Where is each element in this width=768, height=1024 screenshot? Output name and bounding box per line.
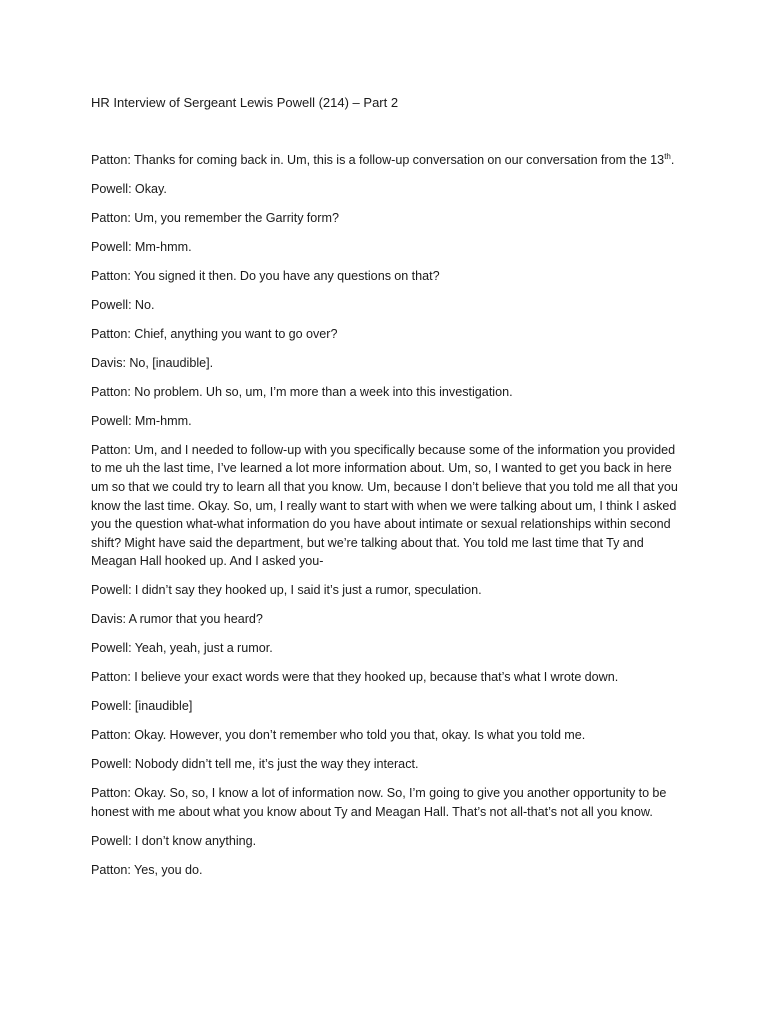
speaker-label: Powell: (91, 757, 132, 772)
ordinal-suffix: th (664, 151, 671, 161)
line-text: I didn’t say they hooked up, I said it’s just a rumor, speculation. (134, 583, 482, 598)
speaker-label: Powell: (91, 641, 132, 656)
speaker-label: Patton: (91, 384, 131, 399)
transcript-line (91, 668, 681, 687)
line-text: No. (134, 297, 155, 312)
speaker-label: Powell: (91, 297, 132, 312)
transcript-lines (91, 180, 681, 879)
transcript-line (91, 861, 681, 880)
speaker-label: Patton: (91, 786, 131, 801)
line-text: You signed it then. Do you have any questions on that? (134, 268, 440, 283)
line-text: Mm-hmm. (134, 239, 192, 254)
transcript-line (91, 209, 681, 228)
transcript-line (91, 354, 681, 373)
line-text: Um, and I needed to follow-up with you specifically because some of the information you provided to me uh the last time, I’ve learned a lot more information about. Um, so, I wanted to get you back in here um so that we could try to learn all that you know. Um, because I don’t believe that you told me all that you know the last time. Okay. So, um, I really want to start with when we were talking about um, I think I asked you the question what-what information do you have about intimate or sexual relationships within second shift? Might have said the department, but we’re talking about that. You told me last time that Ty and Meagan Hall hooked up. And I asked you- (91, 442, 678, 569)
transcript-line (91, 296, 681, 315)
line-text: Mm-hmm. (134, 413, 192, 428)
speaker-label: Powell: (91, 239, 132, 254)
speaker-label: Powell: (91, 181, 132, 196)
speaker-label: Patton: (91, 268, 131, 283)
speaker-label: Patton: (91, 210, 131, 225)
line-text: Nobody didn’t tell me, it’s just the way they interact. (134, 757, 419, 772)
transcript-line (91, 238, 681, 257)
document-title: HR Interview of Sergeant Lewis Powell (214) – Part 2 (91, 95, 399, 110)
line-tail: . (670, 153, 675, 167)
line-text: Um, you remember the Garrity form? (134, 210, 339, 225)
transcript-line (91, 441, 681, 571)
transcript-line (91, 784, 681, 821)
speaker-label: Patton: (91, 670, 131, 685)
transcript-line (91, 639, 681, 658)
transcript-line (91, 755, 681, 774)
speaker-label: Powell: (91, 833, 132, 848)
transcript-line (91, 610, 681, 629)
line-text: No problem. Uh so, um, I’m more than a week into this investigation. (134, 384, 513, 399)
transcript-line (91, 267, 681, 286)
speaker-label: Powell: (91, 583, 132, 598)
speaker-label: Patton: (91, 442, 131, 457)
transcript-line (91, 697, 681, 716)
line-text: I don’t know anything. (134, 833, 257, 848)
transcript-line (91, 151, 681, 170)
speaker-label: Powell: (91, 699, 132, 714)
transcript-line (91, 581, 681, 600)
speaker-label: Patton: (91, 728, 131, 743)
line-text: No, [inaudible]. (129, 355, 214, 370)
transcript-line (91, 383, 681, 402)
transcript-line (91, 832, 681, 851)
transcript (91, 151, 681, 890)
speaker-label: Patton: (91, 326, 131, 341)
speaker-label: Patton: (91, 862, 131, 877)
line-text: Okay. However, you don’t remember who told you that, okay. Is what you told me. (134, 728, 586, 743)
line-text: Okay. So, so, I know a lot of information now. So, I’m going to give you another opportunity to be honest with me about what you know about Ty and Meagan Hall. That’s not all-that’s not all you know. (91, 786, 667, 819)
speaker-label: Davis: (91, 355, 126, 370)
line-text: Yeah, yeah, just a rumor. (134, 641, 273, 656)
line-text: Thanks for coming back in. Um, this is a follow-up conversation on our conversation from the 13 (134, 153, 665, 167)
line-text: [inaudible] (134, 699, 193, 714)
line-text: I believe your exact words were that they hooked up, because that’s what I wrote down. (134, 670, 619, 685)
line-text: Yes, you do. (134, 862, 203, 877)
transcript-line (91, 180, 681, 199)
transcript-line (91, 412, 681, 431)
line-text: Okay. (134, 181, 167, 196)
transcript-line (91, 325, 681, 344)
speaker-label: Powell: (91, 413, 132, 428)
speaker-label: Davis: (91, 612, 126, 627)
transcript-line (91, 726, 681, 745)
speaker-label: Patton: (91, 153, 131, 167)
line-text: A rumor that you heard? (128, 612, 263, 627)
line-text: Chief, anything you want to go over? (134, 326, 338, 341)
